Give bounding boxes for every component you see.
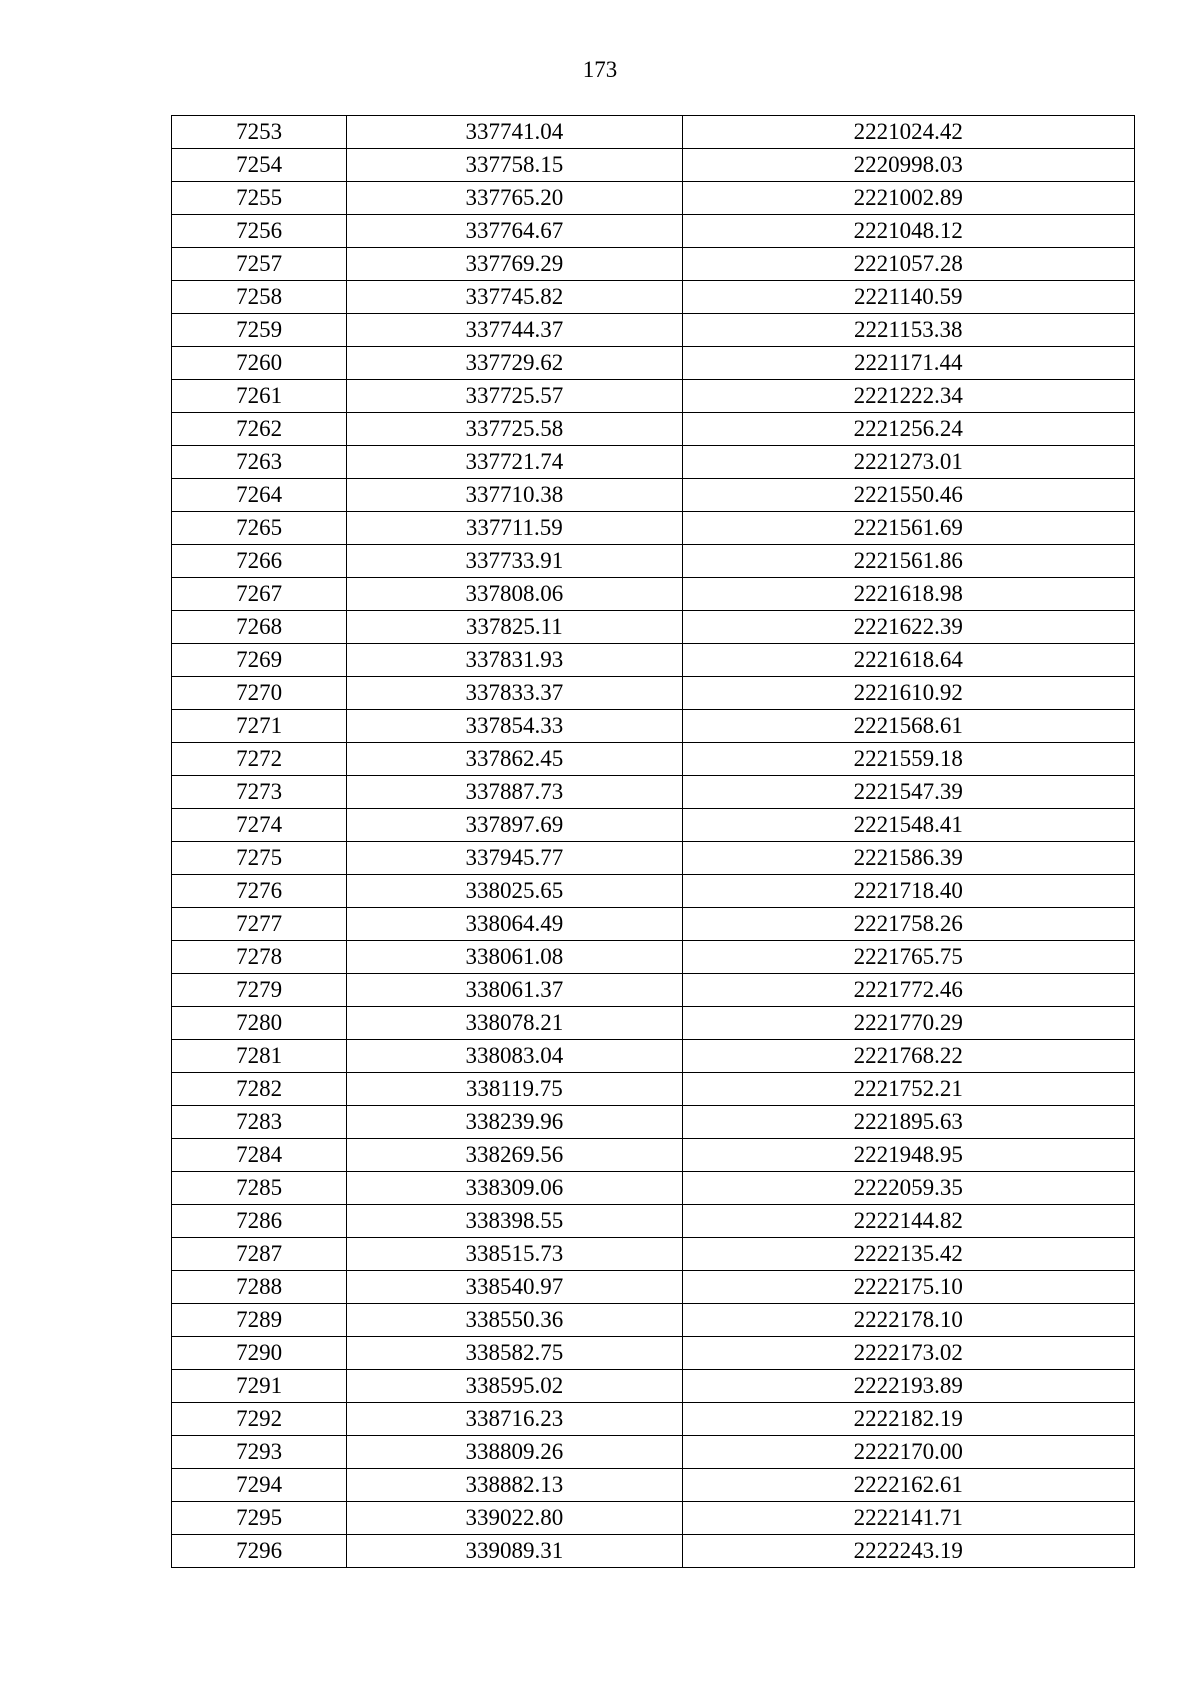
y-coordinate-cell: 2221153.38 xyxy=(682,314,1134,347)
y-coordinate-cell: 2221222.34 xyxy=(682,380,1134,413)
y-coordinate-cell: 2222178.10 xyxy=(682,1304,1134,1337)
y-coordinate-cell: 2222193.89 xyxy=(682,1370,1134,1403)
table-row xyxy=(172,809,1135,842)
table-row xyxy=(172,842,1135,875)
y-coordinate-cell: 2221770.29 xyxy=(682,1007,1134,1040)
point-number-cell: 7267 xyxy=(172,578,347,611)
point-number-cell: 7283 xyxy=(172,1106,347,1139)
x-coordinate-cell: 337725.57 xyxy=(347,380,682,413)
y-coordinate-cell: 2222162.61 xyxy=(682,1469,1134,1502)
table-row xyxy=(172,1007,1135,1040)
point-number-cell: 7272 xyxy=(172,743,347,776)
table-row xyxy=(172,545,1135,578)
x-coordinate-cell: 337769.29 xyxy=(347,248,682,281)
y-coordinate-cell: 2221895.63 xyxy=(682,1106,1134,1139)
x-coordinate-cell: 338064.49 xyxy=(347,908,682,941)
x-coordinate-cell: 338083.04 xyxy=(347,1040,682,1073)
table-row xyxy=(172,347,1135,380)
y-coordinate-cell: 2221547.39 xyxy=(682,776,1134,809)
y-coordinate-cell: 2221752.21 xyxy=(682,1073,1134,1106)
x-coordinate-cell: 337744.37 xyxy=(347,314,682,347)
table-row xyxy=(172,1172,1135,1205)
table-row xyxy=(172,116,1135,149)
x-coordinate-cell: 338550.36 xyxy=(347,1304,682,1337)
page-number: 173 xyxy=(582,57,618,82)
y-coordinate-cell: 2220998.03 xyxy=(682,149,1134,182)
x-coordinate-cell: 337831.93 xyxy=(347,644,682,677)
x-coordinate-cell: 338882.13 xyxy=(347,1469,682,1502)
point-number-cell: 7263 xyxy=(172,446,347,479)
y-coordinate-cell: 2221548.41 xyxy=(682,809,1134,842)
point-number-cell: 7290 xyxy=(172,1337,347,1370)
point-number-cell: 7264 xyxy=(172,479,347,512)
table-row xyxy=(172,1139,1135,1172)
y-coordinate-cell: 2222141.71 xyxy=(682,1502,1134,1535)
y-coordinate-cell: 2221586.39 xyxy=(682,842,1134,875)
point-number-cell: 7275 xyxy=(172,842,347,875)
y-coordinate-cell: 2221561.69 xyxy=(682,512,1134,545)
point-number-cell: 7288 xyxy=(172,1271,347,1304)
x-coordinate-cell: 338309.06 xyxy=(347,1172,682,1205)
y-coordinate-cell: 2222170.00 xyxy=(682,1436,1134,1469)
y-coordinate-cell: 2221758.26 xyxy=(682,908,1134,941)
coordinate-table xyxy=(171,115,1135,1568)
table-row xyxy=(172,710,1135,743)
y-coordinate-cell: 2221273.01 xyxy=(682,446,1134,479)
table-row xyxy=(172,1040,1135,1073)
table-row xyxy=(172,314,1135,347)
y-coordinate-cell: 2221561.86 xyxy=(682,545,1134,578)
table-row xyxy=(172,446,1135,479)
table-row xyxy=(172,1304,1135,1337)
table-row xyxy=(172,644,1135,677)
table-row xyxy=(172,677,1135,710)
table-row xyxy=(172,248,1135,281)
table-row xyxy=(172,1238,1135,1271)
table-row xyxy=(172,776,1135,809)
x-coordinate-cell: 337945.77 xyxy=(347,842,682,875)
table-row xyxy=(172,479,1135,512)
y-coordinate-cell: 2221024.42 xyxy=(682,116,1134,149)
table-row xyxy=(172,512,1135,545)
table-row xyxy=(172,149,1135,182)
x-coordinate-cell: 338716.23 xyxy=(347,1403,682,1436)
x-coordinate-cell: 337765.20 xyxy=(347,182,682,215)
x-coordinate-cell: 337711.59 xyxy=(347,512,682,545)
y-coordinate-cell: 2221768.22 xyxy=(682,1040,1134,1073)
y-coordinate-cell: 2221618.64 xyxy=(682,644,1134,677)
x-coordinate-cell: 337729.62 xyxy=(347,347,682,380)
x-coordinate-cell: 338119.75 xyxy=(347,1073,682,1106)
point-number-cell: 7292 xyxy=(172,1403,347,1436)
x-coordinate-cell: 338809.26 xyxy=(347,1436,682,1469)
point-number-cell: 7265 xyxy=(172,512,347,545)
table-row xyxy=(172,1073,1135,1106)
table-row xyxy=(172,611,1135,644)
x-coordinate-cell: 337764.67 xyxy=(347,215,682,248)
table-row xyxy=(172,215,1135,248)
point-number-cell: 7266 xyxy=(172,545,347,578)
x-coordinate-cell: 338061.37 xyxy=(347,974,682,1007)
point-number-cell: 7256 xyxy=(172,215,347,248)
y-coordinate-cell: 2221622.39 xyxy=(682,611,1134,644)
y-coordinate-cell: 2222182.19 xyxy=(682,1403,1134,1436)
x-coordinate-cell: 337887.73 xyxy=(347,776,682,809)
point-number-cell: 7289 xyxy=(172,1304,347,1337)
x-coordinate-cell: 338540.97 xyxy=(347,1271,682,1304)
point-number-cell: 7295 xyxy=(172,1502,347,1535)
x-coordinate-cell: 337725.58 xyxy=(347,413,682,446)
point-number-cell: 7257 xyxy=(172,248,347,281)
point-number-cell: 7293 xyxy=(172,1436,347,1469)
point-number-cell: 7270 xyxy=(172,677,347,710)
x-coordinate-cell: 339022.80 xyxy=(347,1502,682,1535)
x-coordinate-cell: 337758.15 xyxy=(347,149,682,182)
y-coordinate-cell: 2221559.18 xyxy=(682,743,1134,776)
y-coordinate-cell: 2222059.35 xyxy=(682,1172,1134,1205)
y-coordinate-cell: 2221568.61 xyxy=(682,710,1134,743)
point-number-cell: 7274 xyxy=(172,809,347,842)
table-row xyxy=(172,941,1135,974)
x-coordinate-cell: 337721.74 xyxy=(347,446,682,479)
point-number-cell: 7276 xyxy=(172,875,347,908)
table-row xyxy=(172,1436,1135,1469)
table-row xyxy=(172,1337,1135,1370)
y-coordinate-cell: 2221772.46 xyxy=(682,974,1134,1007)
x-coordinate-cell: 338582.75 xyxy=(347,1337,682,1370)
x-coordinate-cell: 337741.04 xyxy=(347,116,682,149)
y-coordinate-cell: 2221618.98 xyxy=(682,578,1134,611)
point-number-cell: 7296 xyxy=(172,1535,347,1568)
point-number-cell: 7260 xyxy=(172,347,347,380)
y-coordinate-cell: 2221765.75 xyxy=(682,941,1134,974)
point-number-cell: 7271 xyxy=(172,710,347,743)
table-row xyxy=(172,1403,1135,1436)
x-coordinate-cell: 338515.73 xyxy=(347,1238,682,1271)
y-coordinate-cell: 2221948.95 xyxy=(682,1139,1134,1172)
x-coordinate-cell: 338239.96 xyxy=(347,1106,682,1139)
point-number-cell: 7261 xyxy=(172,380,347,413)
point-number-cell: 7281 xyxy=(172,1040,347,1073)
x-coordinate-cell: 338269.56 xyxy=(347,1139,682,1172)
y-coordinate-cell: 2221057.28 xyxy=(682,248,1134,281)
x-coordinate-cell: 337833.37 xyxy=(347,677,682,710)
point-number-cell: 7279 xyxy=(172,974,347,1007)
table-body xyxy=(172,116,1135,1568)
y-coordinate-cell: 2221002.89 xyxy=(682,182,1134,215)
x-coordinate-cell: 337745.82 xyxy=(347,281,682,314)
point-number-cell: 7286 xyxy=(172,1205,347,1238)
point-number-cell: 7259 xyxy=(172,314,347,347)
table-row xyxy=(172,875,1135,908)
x-coordinate-cell: 337710.38 xyxy=(347,479,682,512)
x-coordinate-cell: 338078.21 xyxy=(347,1007,682,1040)
point-number-cell: 7285 xyxy=(172,1172,347,1205)
point-number-cell: 7278 xyxy=(172,941,347,974)
point-number-cell: 7269 xyxy=(172,644,347,677)
point-number-cell: 7254 xyxy=(172,149,347,182)
point-number-cell: 7287 xyxy=(172,1238,347,1271)
y-coordinate-cell: 2221718.40 xyxy=(682,875,1134,908)
table-row xyxy=(172,182,1135,215)
x-coordinate-cell: 338398.55 xyxy=(347,1205,682,1238)
y-coordinate-cell: 2221610.92 xyxy=(682,677,1134,710)
table-row xyxy=(172,1370,1135,1403)
point-number-cell: 7277 xyxy=(172,908,347,941)
y-coordinate-cell: 2222144.82 xyxy=(682,1205,1134,1238)
y-coordinate-cell: 2221550.46 xyxy=(682,479,1134,512)
y-coordinate-cell: 2222173.02 xyxy=(682,1337,1134,1370)
table-row xyxy=(172,413,1135,446)
x-coordinate-cell: 338061.08 xyxy=(347,941,682,974)
x-coordinate-cell: 337808.06 xyxy=(347,578,682,611)
x-coordinate-cell: 337854.33 xyxy=(347,710,682,743)
point-number-cell: 7253 xyxy=(172,116,347,149)
table-row xyxy=(172,1535,1135,1568)
y-coordinate-cell: 2222175.10 xyxy=(682,1271,1134,1304)
table-row xyxy=(172,1106,1135,1139)
y-coordinate-cell: 2221171.44 xyxy=(682,347,1134,380)
table-row xyxy=(172,380,1135,413)
x-coordinate-cell: 338595.02 xyxy=(347,1370,682,1403)
point-number-cell: 7282 xyxy=(172,1073,347,1106)
point-number-cell: 7294 xyxy=(172,1469,347,1502)
x-coordinate-cell: 337897.69 xyxy=(347,809,682,842)
table-row xyxy=(172,908,1135,941)
point-number-cell: 7273 xyxy=(172,776,347,809)
y-coordinate-cell: 2222243.19 xyxy=(682,1535,1134,1568)
table-row xyxy=(172,743,1135,776)
x-coordinate-cell: 339089.31 xyxy=(347,1535,682,1568)
point-number-cell: 7268 xyxy=(172,611,347,644)
table-row xyxy=(172,578,1135,611)
x-coordinate-cell: 338025.65 xyxy=(347,875,682,908)
table-row xyxy=(172,281,1135,314)
table-row xyxy=(172,1271,1135,1304)
point-number-cell: 7262 xyxy=(172,413,347,446)
point-number-cell: 7284 xyxy=(172,1139,347,1172)
table-row xyxy=(172,1469,1135,1502)
table-row xyxy=(172,974,1135,1007)
point-number-cell: 7255 xyxy=(172,182,347,215)
table-row xyxy=(172,1502,1135,1535)
point-number-cell: 7258 xyxy=(172,281,347,314)
y-coordinate-cell: 2222135.42 xyxy=(682,1238,1134,1271)
y-coordinate-cell: 2221256.24 xyxy=(682,413,1134,446)
point-number-cell: 7291 xyxy=(172,1370,347,1403)
y-coordinate-cell: 2221140.59 xyxy=(682,281,1134,314)
x-coordinate-cell: 337733.91 xyxy=(347,545,682,578)
y-coordinate-cell: 2221048.12 xyxy=(682,215,1134,248)
table-row xyxy=(172,1205,1135,1238)
point-number-cell: 7280 xyxy=(172,1007,347,1040)
x-coordinate-cell: 337825.11 xyxy=(347,611,682,644)
x-coordinate-cell: 337862.45 xyxy=(347,743,682,776)
